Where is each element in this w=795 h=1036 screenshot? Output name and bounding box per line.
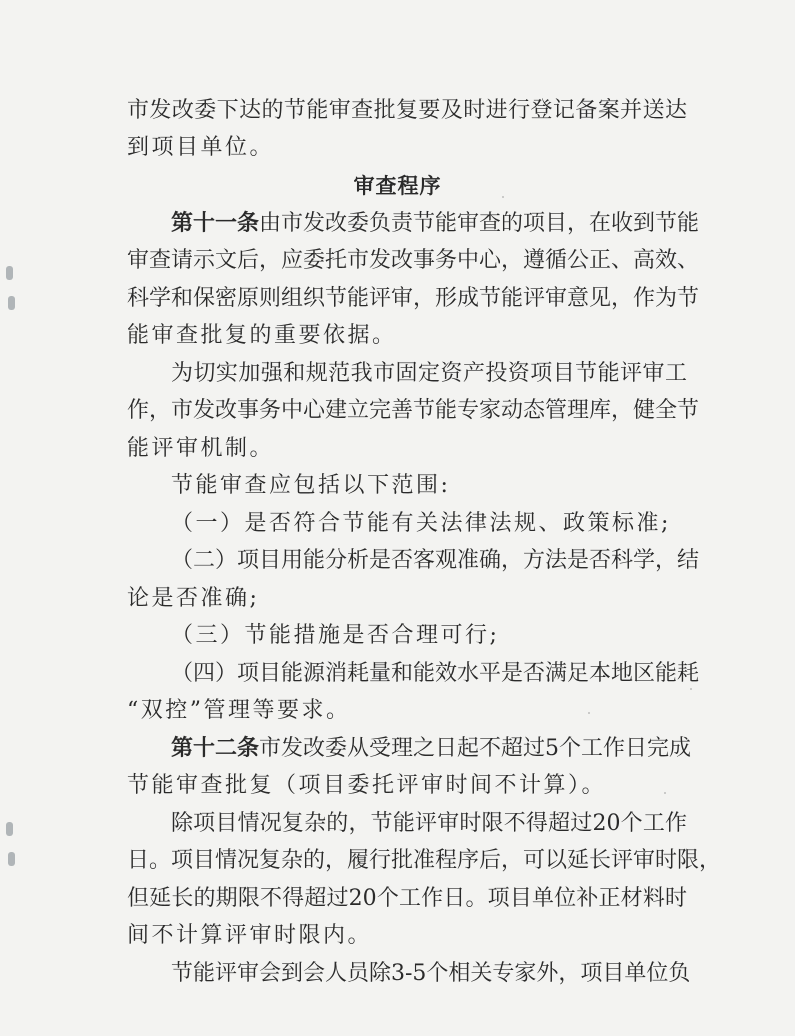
paragraph-line: 节能审查应包括以下范围:: [171, 473, 451, 498]
paragraph-line: 但延长的期限不得超过20个工作日。项目单位补正材料时: [127, 886, 687, 911]
binding-mark: [8, 296, 15, 310]
paragraph-line: 到项目单位。: [127, 135, 275, 160]
binding-mark: [6, 822, 13, 836]
paragraph-line: 节能评审会到会人员除3-5个相关专家外，项目单位负: [171, 961, 691, 986]
paragraph-line: 除项目情况复杂的，节能评审时限不得超过20个工作: [171, 811, 687, 836]
paragraph-line: 节能审查批复（项目委托评审时间不计算）。: [127, 773, 607, 798]
section-heading: 审查程序: [353, 174, 442, 198]
paragraph-line: 能审查批复的重要依据。: [127, 323, 397, 348]
list-item: （四）项目能源消耗量和能效水平是否满足本地区能耗: [171, 661, 700, 686]
list-item: （二）项目用能分析是否客观准确，方法是否科学，结: [171, 548, 700, 573]
binding-mark: [6, 266, 13, 280]
binding-mark: [8, 852, 15, 866]
paragraph-line: 日。项目情况复杂的，履行批准程序后，可以延长评审时限，: [127, 848, 722, 873]
scan-speck: [690, 688, 692, 690]
list-item: （三）节能措施是否合理可行;: [171, 623, 500, 648]
paragraph-line: 作，市发改事务中心建立完善节能专家动态管理库，健全节: [127, 398, 700, 423]
article-11-text: 由市发改委负责节能审查的项目，在收到节能: [259, 211, 700, 236]
paragraph-line: “双控”管理等要求。: [127, 698, 351, 723]
paragraph-line: [171, 734, 692, 764]
article-11-label: 第十一条: [171, 211, 260, 236]
paragraph-line: [171, 209, 700, 239]
paragraph-line: 市发改委下达的节能审查批复要及时进行登记备案并送达: [127, 98, 687, 123]
paragraph-line: 为切实加强和规范我市固定资产投资项目节能评审工: [171, 361, 687, 386]
paragraph-line: 间不计算评审时限内。: [127, 923, 373, 948]
paragraph-line: 审查请示文后，应委托市发改事务中心，遵循公正、高效、: [127, 248, 700, 273]
paragraph-line: 能评审机制。: [127, 436, 275, 461]
paragraph-line: 论是否准确;: [127, 586, 260, 611]
article-12-text: 市发改委从受理之日起不超过5个工作日完成: [259, 736, 692, 761]
paragraph-line: 科学和保密原则组织节能评审，形成节能评审意见，作为节: [127, 286, 700, 311]
list-item: （一）是否符合节能有关法律法规、政策标准;: [171, 511, 671, 536]
article-12-label: 第十二条: [171, 736, 260, 761]
